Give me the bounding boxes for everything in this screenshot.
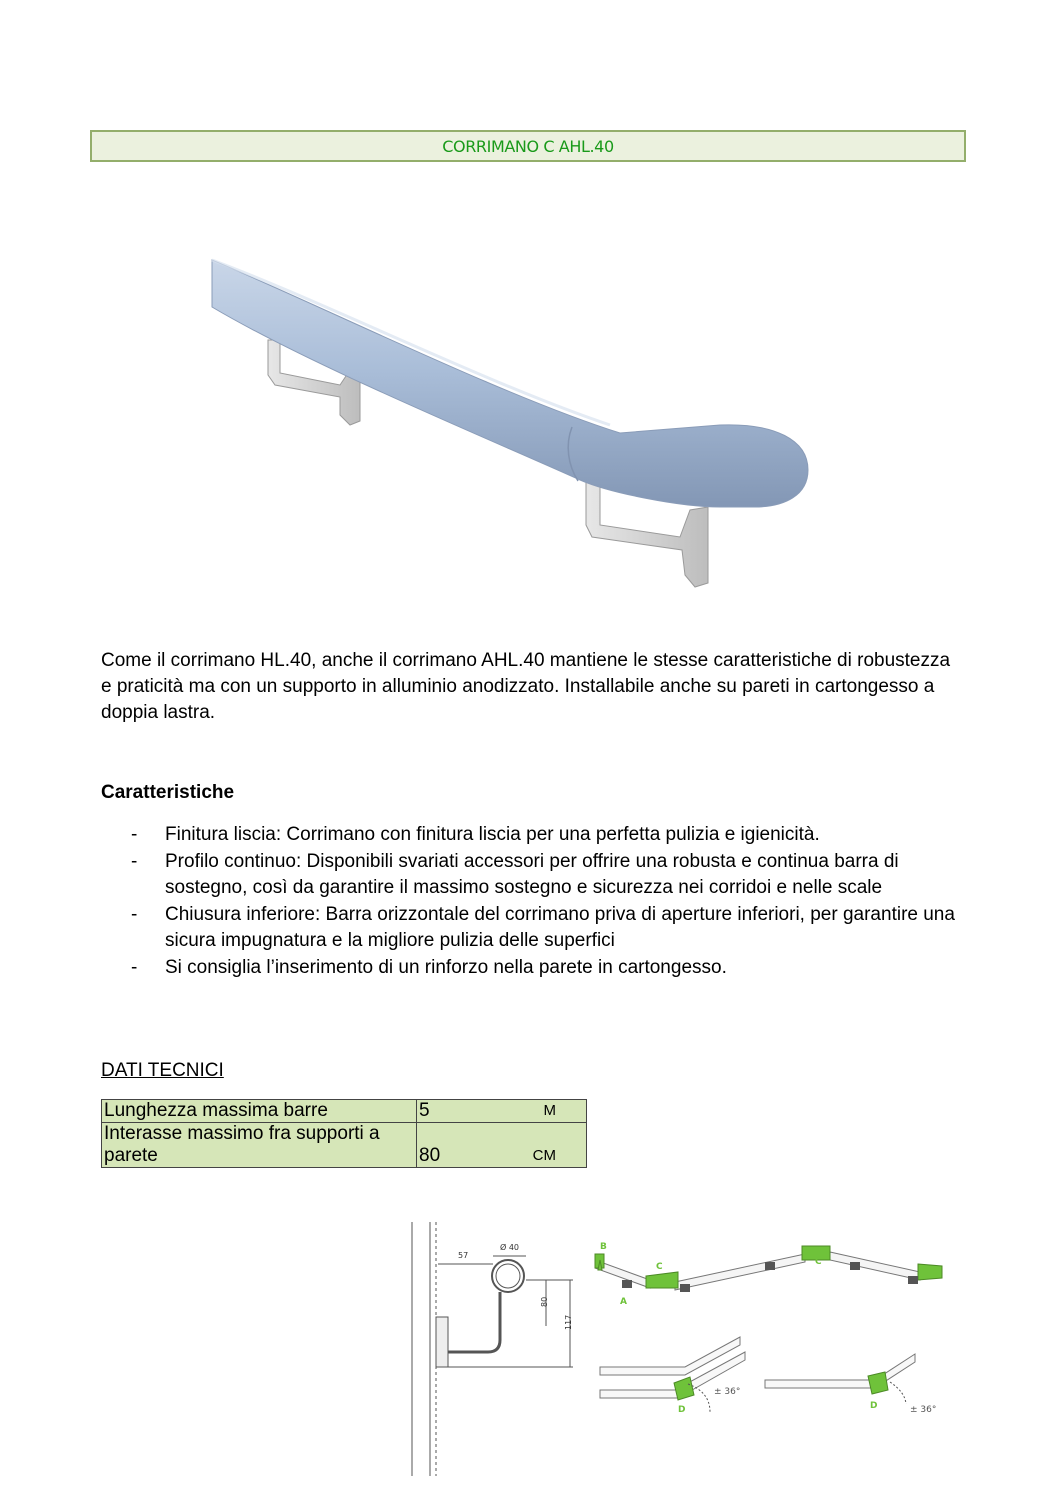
intro-paragraph: Come il corrimano HL.40, anche il corrimano AHL.40 mantiene le stesse caratteristiche di robustezza e praticità ma con un supporto in alluminio anodizzato. Installabile anche su pareti in cartongesso a doppia lastra. [101, 650, 951, 723]
svg-text:C: C [656, 1262, 663, 1272]
features-list [101, 822, 961, 981]
table-row [102, 1123, 587, 1168]
spec-unit: CM [532, 1147, 556, 1164]
svg-text:Ø 40: Ø 40 [500, 1243, 520, 1252]
accessory-drawing [590, 1232, 950, 1477]
svg-text:A: A [620, 1297, 627, 1307]
svg-text:C: C [815, 1257, 822, 1267]
svg-text:± 36°: ± 36° [910, 1405, 937, 1415]
list-item: - Profilo continuo: Disponibili svariati accessori per offrire una robusta e continua barra di sostegno, così da garantire il massimo sostegno e sicurezza nei corridoi e nelle scale [131, 850, 899, 898]
svg-text:117: 117 [564, 1314, 573, 1330]
list-item: - Si consiglia l’inserimento di un rinforzo nella parete in cartongesso. [131, 956, 727, 978]
spec-label: Lunghezza massima barre [102, 1100, 417, 1123]
list-item: - Finitura liscia: Corrimano con finitura liscia per una perfetta pulizia e igienicità. [131, 824, 820, 845]
svg-text:57: 57 [458, 1251, 469, 1260]
svg-text:D: D [678, 1405, 686, 1415]
handrail-product-image [200, 245, 820, 605]
svg-text:± 36°: ± 36° [714, 1387, 741, 1397]
tech-specs-table [101, 1099, 587, 1168]
list-item: - Chiusura inferiore: Barra orizzontale del corrimano priva di aperture inferiori, per garantire una sicura impugnatura e la migliore pulizia delle superfici [131, 903, 955, 951]
svg-text:80: 80 [540, 1296, 549, 1307]
tech-data-heading: DATI TECNICI [101, 1060, 224, 1081]
svg-text:D: D [870, 1401, 878, 1411]
page-title: CORRIMANO C AHL.40 [90, 130, 966, 162]
table-row [102, 1100, 587, 1123]
section-drawing [408, 1222, 583, 1482]
spec-value: 80 CM [417, 1123, 587, 1168]
spec-label: Interasse massimo fra supporti a parete [102, 1123, 417, 1168]
svg-text:B: B [600, 1242, 607, 1252]
features-heading: Caratteristiche [101, 782, 235, 803]
spec-unit: M [543, 1102, 556, 1119]
spec-value: 5 M [417, 1100, 587, 1123]
